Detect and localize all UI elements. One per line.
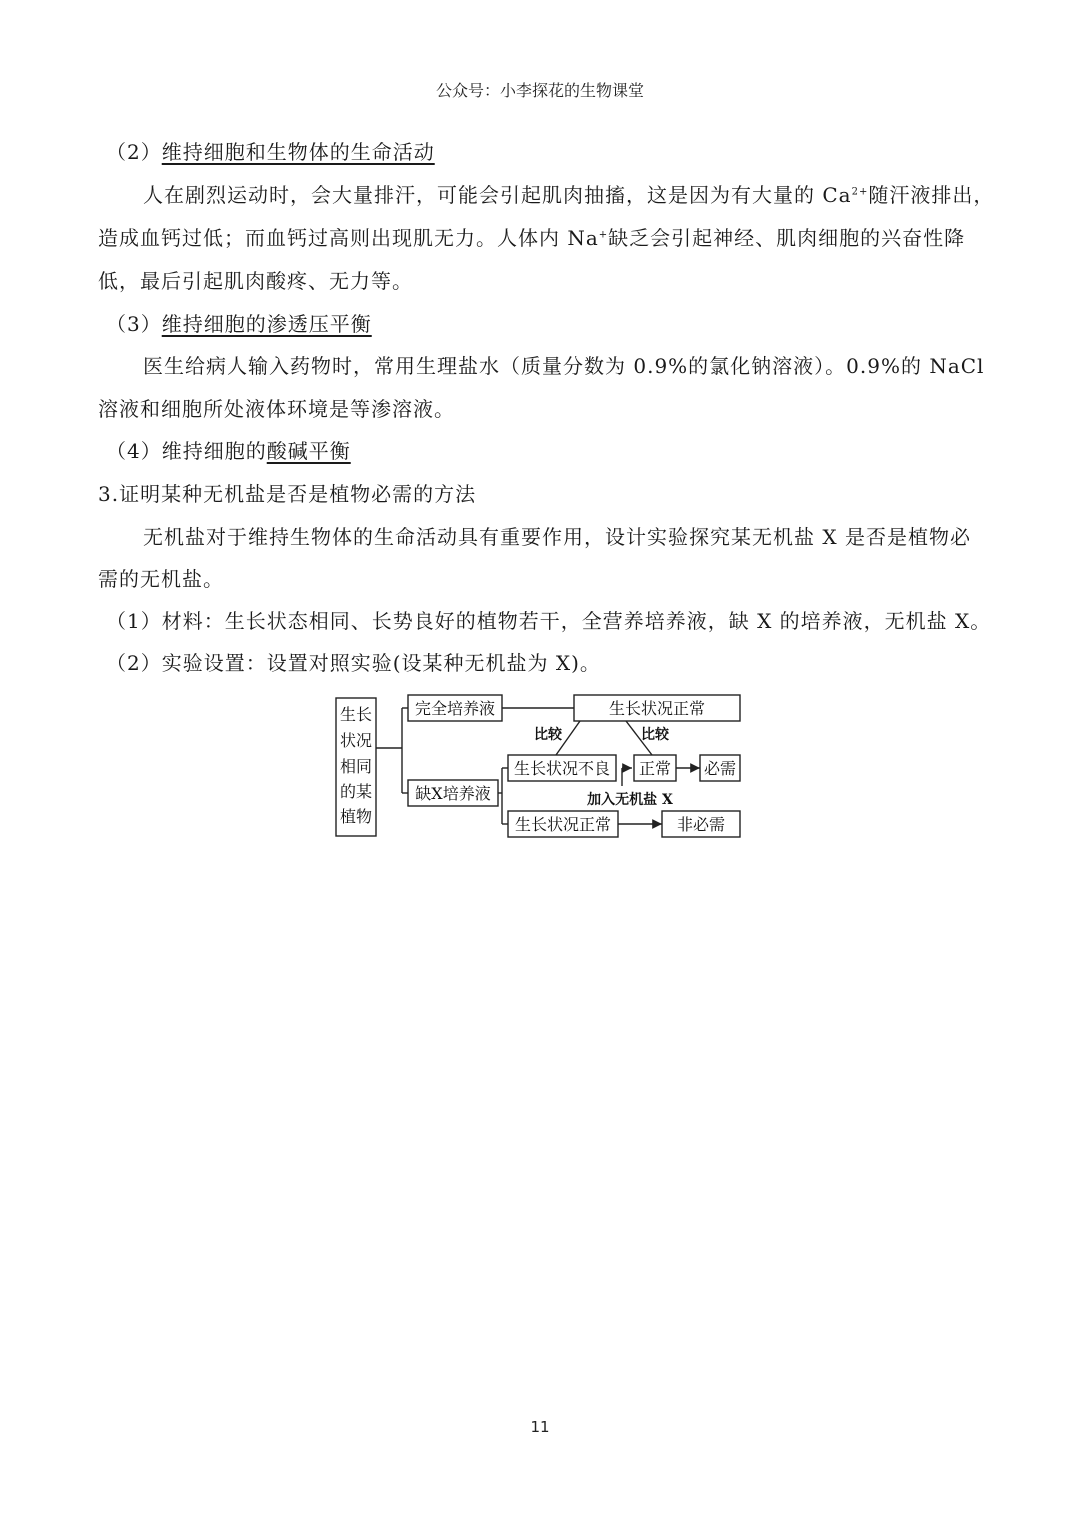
section-2-para-line-2 — [98, 224, 986, 252]
text-span: 随汗液排出， — [868, 183, 995, 207]
plant-line-1: 生长 — [339, 705, 373, 724]
required-label: 必需 — [703, 759, 737, 778]
full-nutrient-label: 完全培养液 — [414, 699, 496, 718]
part-3-para-line-1: 无机盐对于维持生物体的生命活动具有重要作用，设计实验探究某无机盐 X 是否是植物必 — [143, 525, 971, 549]
page-number: 11 — [530, 1418, 550, 1436]
section-4-heading — [106, 437, 994, 465]
plant-line-4: 的某 — [339, 782, 373, 801]
section-3-label: （3） — [106, 312, 162, 336]
plant-line-5: 植物 — [339, 807, 373, 826]
add-salt-label: 加入无机盐 X — [587, 792, 673, 808]
section-3-title: 维持细胞的渗透压平衡 — [161, 312, 372, 336]
superscript: 2+ — [851, 186, 869, 198]
section-2-heading — [106, 138, 994, 166]
normal-small-label: 正常 — [638, 759, 672, 778]
section-2-para-line-1 — [143, 181, 995, 209]
lack-x-label: 缺X培养液 — [415, 784, 491, 803]
section-2-para-line-3: 低，最后引起肌肉酸疼、无力等。 — [98, 269, 413, 293]
plant-line-2: 状况 — [339, 731, 373, 750]
part-3-item-1: （1）材料：生长状态相同、长势良好的植物若干，全营养培养液，缺 X 的培养液，无机盐 X。 — [106, 609, 992, 633]
part-3-item-2: （2）实验设置：设置对照实验(设某种无机盐为 X)。 — [106, 651, 601, 675]
text-span: 造成血钙过低；而血钙过高则出现肌无力。人体内 Na — [98, 226, 599, 250]
section-4-title-a: 维持细胞的 — [161, 439, 267, 463]
part-3-para-line-2: 需的无机盐。 — [98, 567, 224, 591]
part-3-heading: 3.证明某种无机盐是否是植物必需的方法 — [98, 482, 477, 506]
section-2-label: （2） — [106, 140, 162, 164]
text-span: 人在剧烈运动时，会大量排汗，可能会引起肌肉抽搐，这是因为有大量的 Ca — [143, 183, 852, 207]
text-span: 缺乏会引起神经、肌肉细胞的兴奋性降 — [608, 226, 966, 250]
section-2-title: 维持细胞和生物体的生命活动 — [161, 140, 435, 164]
normal-bottom-label: 生长状况正常 — [514, 815, 612, 834]
section-3-para-line-1: 医生给病人输入药物时，常用生理盐水（质量分数为 0.9%的氯化钠溶液）。0.9%的 NaCl — [143, 354, 985, 378]
superscript: + — [598, 229, 609, 241]
poor-growth-label: 生长状况不良 — [513, 759, 611, 778]
section-4-title-b: 酸碱平衡 — [266, 439, 351, 463]
compare-right-label: 比较 — [641, 727, 669, 743]
experiment-flow-diagram — [330, 690, 750, 840]
page-header: 公众号：小李探花的生物课堂 — [435, 81, 644, 100]
section-3-para-line-2: 溶液和细胞所处液体环境是等渗溶液。 — [98, 397, 455, 421]
section-4-label: （4） — [106, 439, 162, 463]
normal-top-label: 生长状况正常 — [608, 699, 706, 718]
section-3-heading — [106, 310, 994, 338]
compare-left-label: 比较 — [534, 727, 562, 743]
plant-line-3: 相同 — [339, 757, 373, 776]
not-required-label: 非必需 — [676, 815, 726, 834]
